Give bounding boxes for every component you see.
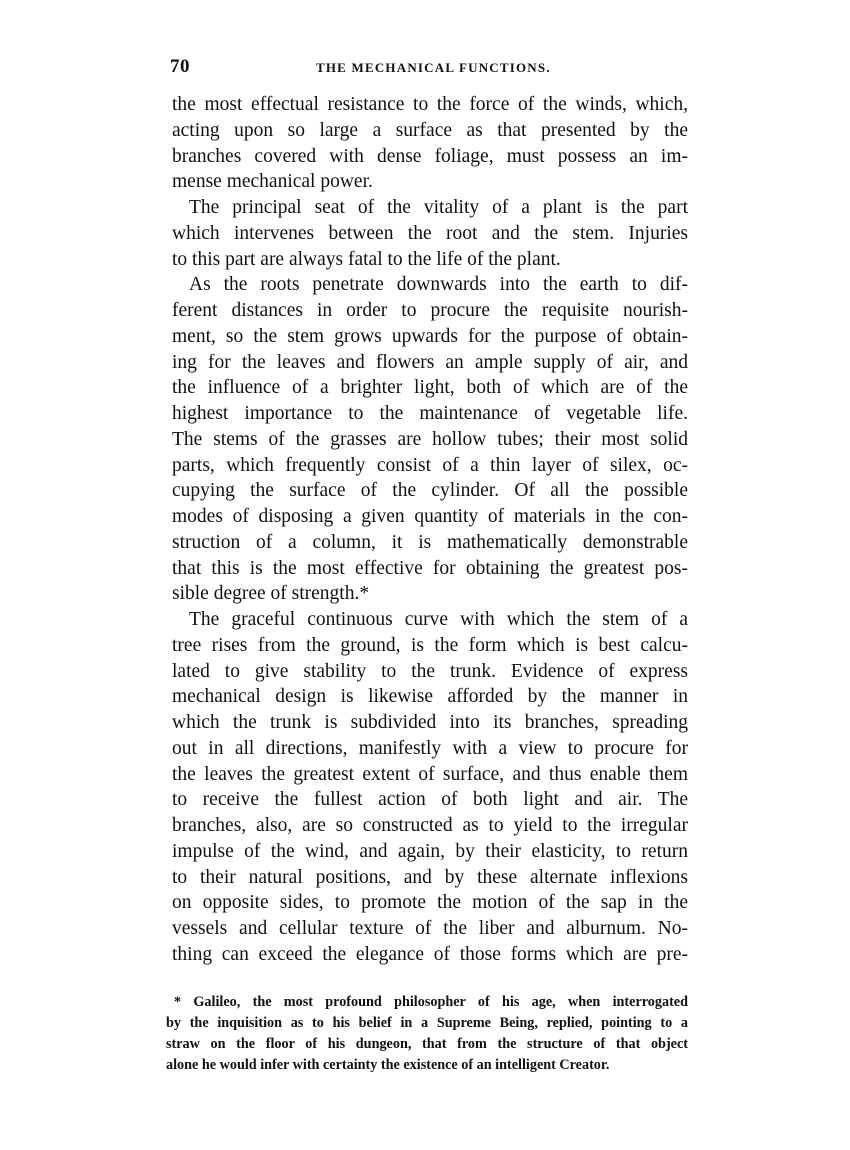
footnote-line: alone he would infer with certainty the existence of an intelligent Creator. [166, 1057, 610, 1073]
body-line: sible degree of strength.* [172, 583, 370, 605]
body-line: to their natural positions, and by these alternate inflexions [172, 866, 688, 888]
body-line: tree rises from the ground, is the form which is best calcu- [172, 634, 688, 656]
body-line: branches, also, are so constructed as to yield to the irregular [172, 815, 688, 836]
body-line: mechanical design is likewise afforded by the manner in [172, 686, 688, 708]
body-line: to this part are always fatal to the life of the plant. [172, 248, 561, 270]
body-line: mense mechanical power. [172, 171, 373, 193]
body-line: acting upon so large a surface as that presented by the [172, 119, 688, 141]
body-line: to receive the fullest action of both light and air. The [172, 789, 688, 811]
body-line: modes of disposing a given quantity of materials in the con- [172, 506, 688, 527]
body-line: which the trunk is subdivided into its branches, spreading [172, 712, 688, 733]
body-line: thing can exceed the elegance of those forms which are pre- [172, 943, 688, 965]
body-line: struction of a column, it is mathematically demonstrable [172, 531, 688, 553]
footnote-line: straw on the floor of his dungeon, that from the structure of that object [166, 1036, 688, 1052]
footnote [166, 992, 688, 1076]
body-line: parts, which frequently consist of a thin layer of silex, oc- [172, 454, 688, 476]
body-line: on opposite sides, to promote the motion of the sap in the [172, 892, 688, 914]
body-line: ing for the leaves and flowers an ample supply of air, and [172, 351, 688, 373]
running-title: THE MECHANICAL FUNCTIONS. [316, 60, 551, 75]
footnote-line: by the inquisition as to his belief in a Supreme Being, replied, pointing to a [166, 1015, 688, 1031]
body-line: that this is the most effective for obtaining the greatest pos- [172, 557, 688, 579]
body-line: The stems of the grasses are hollow tubes; their most solid [172, 428, 688, 450]
body-line: cupying the surface of the cylinder. Of all the possible [172, 480, 688, 502]
body-line: The graceful continuous curve with which the stem of a [189, 609, 688, 630]
body-line: out in all directions, manifestly with a view to procure for [172, 737, 688, 759]
body-line: impulse of the wind, and again, by their elasticity, to return [172, 840, 688, 862]
body-line: the leaves the greatest extent of surface, and thus enable them [172, 763, 688, 785]
body-line: The principal seat of the vitality of a plant is the part [189, 197, 688, 218]
body-line: ment, so the stem grows upwards for the purpose of obtain- [172, 325, 688, 347]
body-line: vessels and cellular texture of the liber and alburnum. No- [172, 918, 688, 939]
body-line: branches covered with dense foliage, must possess an im- [172, 145, 688, 167]
body-text [172, 92, 688, 968]
body-line: the influence of a brighter light, both of which are of the [172, 377, 688, 399]
body-line: As the roots penetrate downwards into the earth to dif- [189, 274, 688, 296]
running-head [166, 56, 690, 84]
body-line: lated to give stability to the trunk. Evidence of express [172, 660, 688, 682]
footnote-line: * Galileo, the most profound philosopher of his age, when interrogated [174, 994, 688, 1010]
page-number: 70 [170, 56, 190, 77]
body-line: which intervenes between the root and the stem. Injuries [172, 222, 688, 244]
body-line: the most effectual resistance to the force of the winds, which, [172, 94, 688, 115]
body-line: highest importance to the maintenance of vegetable life. [172, 403, 688, 424]
body-line: ferent distances in order to procure the requisite nourish- [172, 300, 688, 321]
